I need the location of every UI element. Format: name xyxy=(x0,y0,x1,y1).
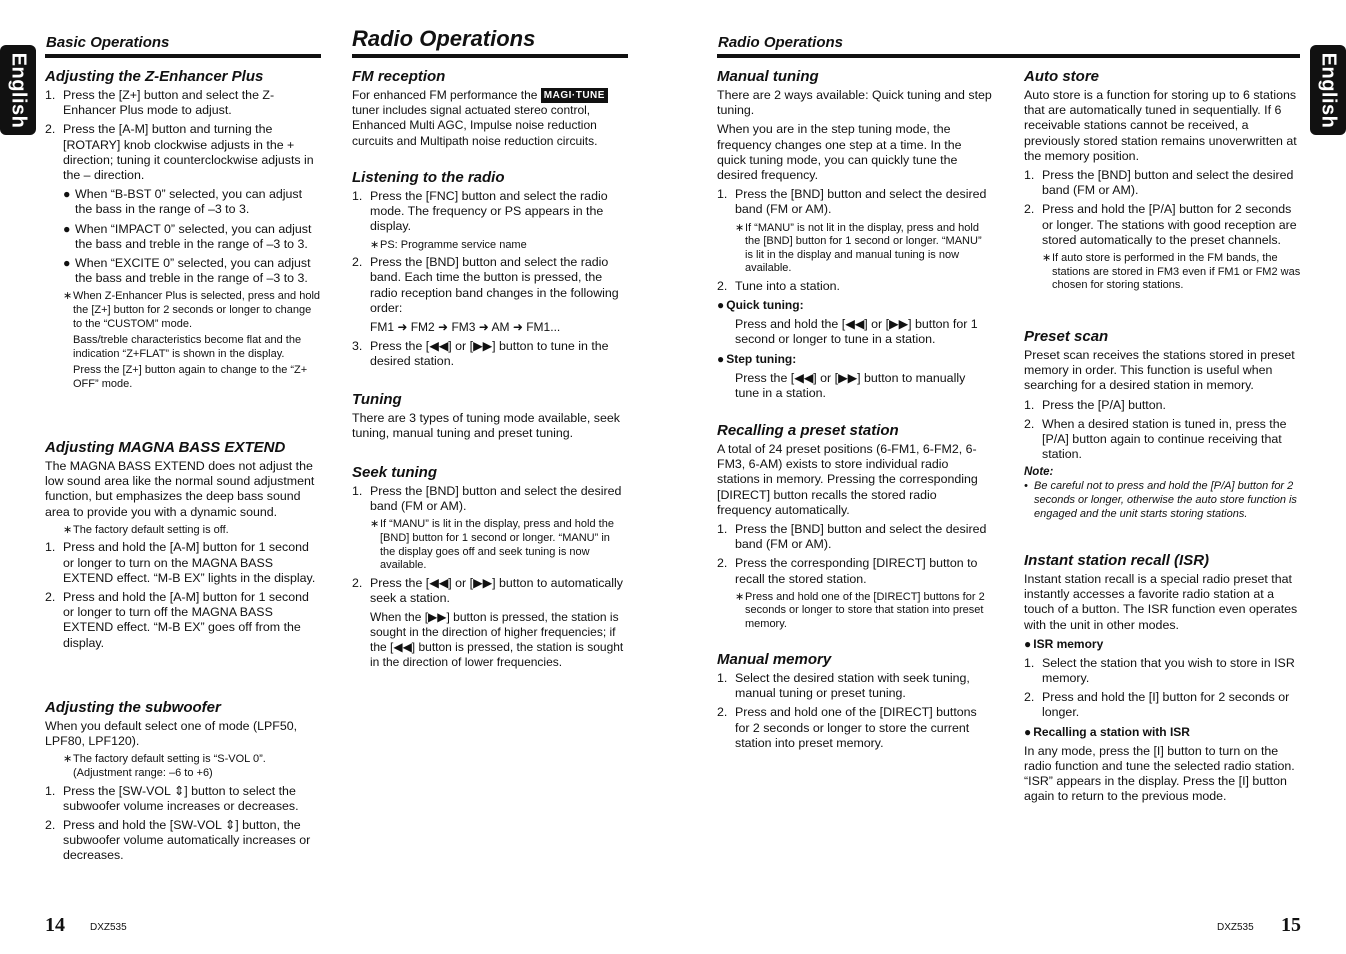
footnote: ∗ Press and hold one of the [DIRECT] buttons for 2 seconds or longer to store that station into preset memory. xyxy=(735,590,985,631)
section-z-enhancer xyxy=(45,68,321,395)
language-tab-left-label: English xyxy=(7,52,30,128)
step-2: 2. Press and hold one of the [DIRECT] buttons for 2 seconds or longer to store the current station into preset memory. xyxy=(717,705,977,750)
section-title: Auto store xyxy=(1024,68,1099,85)
step-2: 2. Press and hold the [I] button for 2 seconds or longer. xyxy=(1024,690,1290,720)
step-2: 2. Tune into a station. xyxy=(717,279,840,293)
section-seek-tuning xyxy=(352,464,628,674)
paragraph: Auto store is a function for storing up to 6 stations that are automatically tuned in sequentially. If 6 receivable stations cannot be received, a previously stored station remains unoverwritten at the memory position. xyxy=(1024,88,1297,163)
section-title: Instant station recall (ISR) xyxy=(1024,552,1210,569)
section-isr xyxy=(1024,552,1301,808)
step-1: 1. Press the [BND] button and select the desired band (FM or AM). xyxy=(352,484,622,514)
footnote: ∗ PS: Programme service name xyxy=(370,238,527,251)
paragraph: When you default select one of mode (LPF50, LPF80, LPF120). xyxy=(45,719,298,749)
section-preset-scan xyxy=(1024,328,1301,521)
bullet-item: ● When “IMPACT 0” selected, you can adjust the bass and treble in the range of –3 to 3. xyxy=(63,221,312,251)
step-1: 1. Press and hold the [A-M] button for 1 second or longer to turn on the MAGNA BASS EXTEND effect. “M-B EX” lights in the display. xyxy=(45,540,316,585)
section-title: Adjusting the subwoofer xyxy=(45,699,221,716)
section-title: Recalling a preset station xyxy=(717,422,899,439)
bullet-item: ● When “EXCITE 0” selected, you can adjust the bass and treble in the range of –3 to 3. xyxy=(63,256,311,286)
section-title: Preset scan xyxy=(1024,328,1109,345)
step-3: 3. Press the [◀◀] or [▶▶] button to tune in the desired station. xyxy=(352,339,609,369)
section-manual-tuning xyxy=(717,68,992,405)
step-1: 1. Press the [P/A] button. xyxy=(1024,397,1166,412)
running-head-left: Basic Operations xyxy=(46,34,170,51)
section-title: Adjusting the Z-Enhancer Plus xyxy=(45,68,264,85)
footnote: ∗ If auto store is performed in the FM bands, the stations are stored in FM3 even if FM1 or FM2 was chosen for storing stations. xyxy=(1042,252,1301,292)
step-2: 2. Press the [◀◀] or [▶▶] button to automatically seek a station. xyxy=(352,575,623,605)
step-2: 2. When a desired station is tuned in, press the [P/A] button again to continue receiving that station. xyxy=(1024,416,1287,462)
note-text: • Be careful not to press and hold the [P/A] button for 2 seconds or longer, otherwise the auto store function is engaged and the unit starts storing stations. xyxy=(1024,480,1297,520)
step-1: 1. Select the desired station with seek tuning, manual tuning or preset tuning. xyxy=(717,671,970,701)
section-listening xyxy=(352,169,628,373)
step-tuning-label: ● Step tuning: xyxy=(717,351,797,366)
section-title: Tuning xyxy=(352,391,402,408)
section-auto-store xyxy=(1024,68,1301,296)
language-tab-left xyxy=(0,45,36,135)
step-2: 2. Press the [A-M] button and turning the [ROTARY] knob clockwise adjusts in the + direction; tuning it counterclockwise adjusts in the – direction. xyxy=(45,122,314,183)
section-title: Manual tuning xyxy=(717,68,819,85)
paragraph: There are 2 ways available: Quick tuning and step tuning. xyxy=(717,88,992,118)
paragraph: For enhanced FM performance the MAGI·TUNE tuner includes signal actuated stereo control, Enhanced Multi AGC, Impulse noise reduction curcuits and Multipath noise reduction circuits. xyxy=(352,88,628,149)
paragraph: Preset scan receives the stations stored in preset memory in order. This function is useful when searching for a desired station in memory. xyxy=(1024,348,1295,393)
header-rule-right xyxy=(717,54,1300,58)
paragraph: In any mode, press the [I] button to turn on the radio function and tune the selected radio station. “ISR” appears in the display. Press the [I] button again to return to the previous mode. xyxy=(1024,743,1295,804)
footnote: ∗ If “MANU” is lit in the display, press and hold the [BND] button for 1 second or longer. “MANU” in the display goes off and seek tuning is now available. xyxy=(370,518,614,572)
step-1: 1. Press the [BND] button and select the desired band (FM or AM). xyxy=(717,522,987,552)
page-number-left: 14 xyxy=(45,914,65,936)
isr-memory-label: ● ISR memory xyxy=(1024,636,1104,651)
section-tuning xyxy=(352,391,628,445)
footnote: ∗ The factory default setting is off. xyxy=(63,523,229,536)
section-recall-preset xyxy=(717,422,992,635)
footnote: ∗ When Z-Enhancer Plus is selected, press and hold the [Z+] button for 2 seconds or longer to change to the “CUSTOM” mode. xyxy=(63,290,321,330)
paragraph: Instant station recall is a special radio preset that instantly accesses a favorite radio station at a touch of a button. The ISR function even operates with the unit in other modes. xyxy=(1024,572,1298,632)
step-1: 1. Press the [Z+] button and select the Z-Enhancer Plus mode to adjust. xyxy=(45,88,275,118)
footnote: Press the [Z+] button again to change to the “Z+ OFF” mode. xyxy=(73,364,308,390)
step-1: 1. Press the [SW-VOL ⇕] button to select the subwoofer volume increases or decreases. xyxy=(45,783,299,813)
paragraph: The MAGNA BASS EXTEND does not adjust the low sound area like the normal sound adjustment function, but emphasizes the deep bass sound area to provide you with a dynamic sound. xyxy=(45,459,315,519)
step-2: 2. Press the [BND] button and select the radio band. Each time the button is pressed, the radio reception band changes in the following order: xyxy=(352,255,619,315)
step-1: 1. Press the [BND] button and select the desired band (FM or AM). xyxy=(1024,168,1294,198)
section-fm-reception xyxy=(352,68,628,153)
header-rule-col2 xyxy=(352,54,628,58)
footnote: ∗ If “MANU” is not lit in the display, press and hold the [BND] button for 1 second or longer. “MANU” is lit in the display and manual tuning is now available. xyxy=(735,221,982,275)
section-manual-memory xyxy=(717,651,992,755)
step-1: 1. Press the [FNC] button and select the radio mode. The frequency or PS appears in the display. xyxy=(352,189,608,234)
step-1: 1. Press the [BND] button and select the desired band (FM or AM). xyxy=(717,187,987,217)
paragraph: When you are in the step tuning mode, the frequency changes one step at a time. In the quick tuning mode, you can quickly tune the desired frequency. xyxy=(717,122,962,183)
footnote: Bass/treble characteristics become flat and the indication “Z+FLAT” is shown in the display. xyxy=(73,334,302,360)
section-title: Listening to the radio xyxy=(352,169,505,186)
header-rule-col1 xyxy=(45,54,321,58)
band-order: FM1 ➜ FM2 ➜ FM3 ➜ AM ➜ FM1... xyxy=(370,320,561,335)
step-2: 2. Press the corresponding [DIRECT] button to recall the stored station. xyxy=(717,556,978,586)
step-2: 2. Press and hold the [SW-VOL ⇕] button, the subwoofer volume automatically increases or decreases. xyxy=(45,818,311,863)
running-head-right: Radio Operations xyxy=(718,34,844,51)
language-tab-right-label: English xyxy=(1317,52,1340,128)
section-title: Manual memory xyxy=(717,651,832,668)
paragraph: A total of 24 preset positions (6-FM1, 6-FM2, 6-FM3, 6-AM) exists to store individual radio stations in memory. Pressing the corresponding [DIRECT] button recalls the stored radio frequency automatically. xyxy=(717,442,978,517)
section-title: FM reception xyxy=(352,68,446,85)
page-title: Radio Operations xyxy=(352,26,536,51)
step-1: 1. Select the station that you wish to store in ISR memory. xyxy=(1024,655,1295,686)
section-magna-bass xyxy=(45,439,321,655)
paragraph: There are 3 types of tuning mode available, seek tuning, manual tuning and preset tuning. xyxy=(352,411,620,441)
section-subwoofer xyxy=(45,699,321,868)
step-detail: When the [▶▶] button is pressed, the station is sought in the direction of higher frequencies; if the [◀◀] button is pressed, the station is sought in the direction of lower frequencies. xyxy=(370,610,624,670)
model-right: DXZ535 xyxy=(1217,922,1254,933)
language-tab-right xyxy=(1310,45,1346,135)
step-tuning-text: Press the [◀◀] or [▶▶] button to manually tune in a station. xyxy=(735,370,966,400)
page-number-right: 15 xyxy=(1281,914,1301,936)
step-2: 2. Press and hold the [A-M] button for 1 second or longer to turn off the MAGNA BASS EXTEND effect. “M-B EX” goes off from the display. xyxy=(45,590,309,650)
note-heading: Note: xyxy=(1024,466,1054,479)
magi-tune-logo: MAGI·TUNE xyxy=(541,88,608,103)
quick-tuning-text: Press and hold the [◀◀] or [▶▶] button for 1 second or longer to tune in a station. xyxy=(735,317,978,347)
isr-recall-label: ● Recalling a station with ISR xyxy=(1024,724,1190,739)
bullet-item: ● When “B-BST 0” selected, you can adjust the bass in the range of –3 to 3. xyxy=(63,187,303,217)
footnote: ∗ The factory default setting is “S-VOL 0”. (Adjustment range: –6 to +6) xyxy=(63,753,266,779)
section-title: Seek tuning xyxy=(352,464,438,481)
model-left: DXZ535 xyxy=(90,922,127,933)
step-2: 2. Press and hold the [P/A] button for 2 seconds or longer. The stations with good reception are stored automatically to the preset channels. xyxy=(1024,202,1297,247)
section-title: Adjusting MAGNA BASS EXTEND xyxy=(45,439,286,456)
quick-tuning-label: ● Quick tuning: xyxy=(717,298,804,313)
